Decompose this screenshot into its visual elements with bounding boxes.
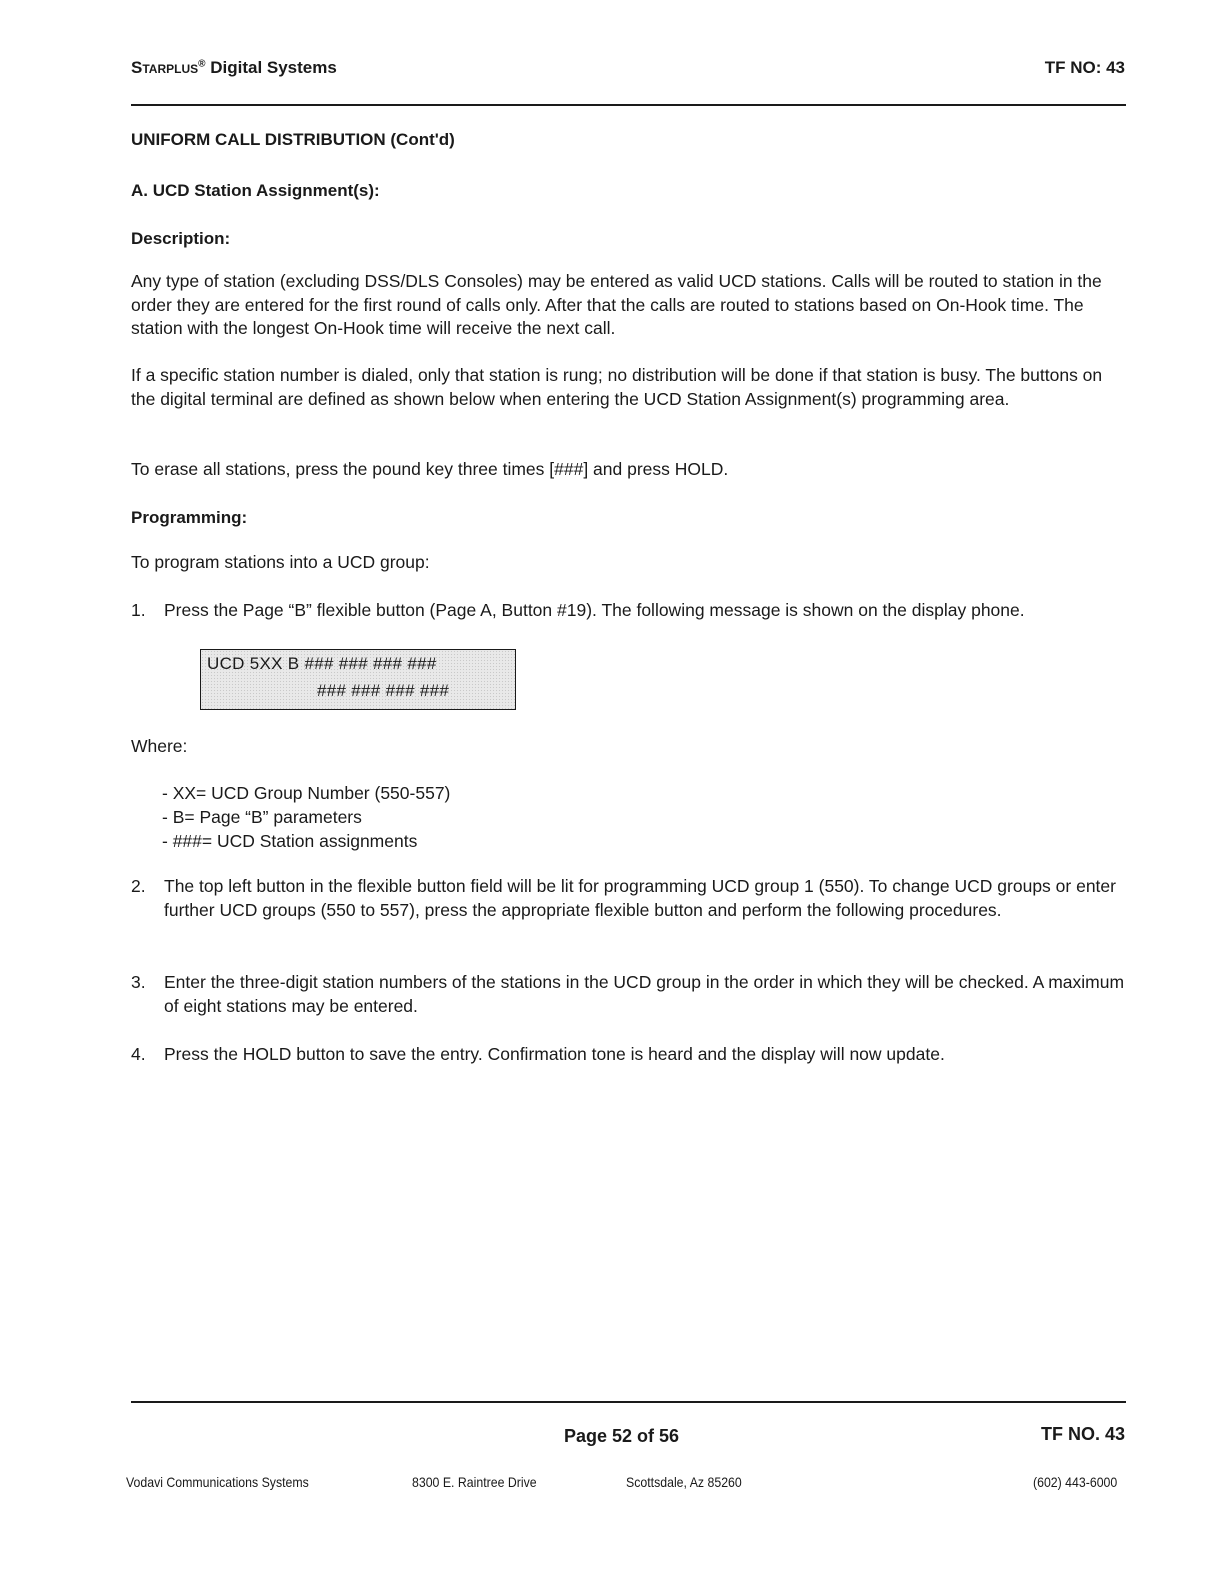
step-text: Press the Page “B” flexible button (Page A, Button #19). The following message is shown on the display phone. bbox=[164, 600, 1025, 620]
footer-tf-number: TF NO. 43 bbox=[1040, 1424, 1125, 1444]
step-4 bbox=[131, 1042, 1127, 1066]
step-text: Press the HOLD button to save the entry. Confirmation tone is heard and the display will now update. bbox=[164, 1044, 945, 1064]
subsection-title: A. UCD Station Assignment(s): bbox=[131, 181, 380, 200]
description-paragraph-3: To erase all stations, press the pound key three times [###] and press HOLD. bbox=[131, 459, 729, 479]
lcd-line-1: UCD 5XX B ### ### ### ### bbox=[207, 654, 437, 673]
footer-page-number: Page 52 of 56 bbox=[564, 1426, 680, 1446]
step-3 bbox=[131, 970, 1127, 1018]
header-brand-rest: Digital Systems bbox=[205, 58, 337, 77]
header-rule bbox=[131, 104, 1126, 106]
footer-company: Vodavi Communications Systems bbox=[126, 1474, 309, 1490]
programming-intro: To program stations into a UCD group: bbox=[131, 552, 430, 572]
footer-phone: (602) 443-6000 bbox=[1033, 1474, 1118, 1490]
description-paragraph-2: If a specific station number is dialed, only that station is rung; no distribution will be done if that station is busy. The buttons on the digital terminal are defined as shown below when entering the UCD Station Assignment(s) programming area. bbox=[131, 365, 1103, 409]
list-item: - XX= UCD Group Number (550-557) bbox=[162, 783, 451, 803]
description-heading: Description: bbox=[131, 229, 231, 248]
step-2 bbox=[131, 874, 1127, 922]
step-number: 1. bbox=[131, 600, 146, 620]
where-label: Where: bbox=[131, 736, 188, 756]
registered-mark: ® bbox=[198, 58, 206, 70]
step-number: 2. bbox=[131, 876, 146, 896]
list-item: - ###= UCD Station assignments bbox=[162, 831, 418, 851]
step-number: 4. bbox=[131, 1044, 146, 1064]
step-1 bbox=[131, 598, 1127, 622]
step-text: Enter the three-digit station numbers of the stations in the UCD group in the order in which they will be checked. A maximum of eight stations may be entered. bbox=[164, 972, 1125, 1016]
header-tf-number: TF NO: 43 bbox=[1044, 58, 1125, 77]
where-list bbox=[162, 781, 450, 853]
footer-street: 8300 E. Raintree Drive bbox=[412, 1474, 537, 1490]
section-title: UNIFORM CALL DISTRIBUTION (Cont'd) bbox=[131, 130, 455, 149]
step-text: The top left button in the flexible button field will be lit for programming UCD group 1 (550). To change UCD groups or enter further UCD groups (550 to 557), press the appropriate flexible button and perform the following procedures. bbox=[164, 876, 1116, 920]
header-brand bbox=[131, 58, 337, 78]
footer-rule bbox=[131, 1401, 1126, 1403]
step-number: 3. bbox=[131, 972, 146, 992]
description-paragraph-1: Any type of station (excluding DSS/DLS Consoles) may be entered as valid UCD stations. Calls will be routed to station in the order they are entered for the first round of calls only. After that the calls are routed to stations based on On-Hook time. The station with the longest On-Hook time will receive the next call. bbox=[131, 271, 1102, 338]
footer-city: Scottsdale, Az 85260 bbox=[626, 1474, 742, 1490]
list-item: - B= Page “B” parameters bbox=[162, 807, 362, 827]
programming-heading: Programming: bbox=[131, 508, 248, 527]
lcd-line-2: ### ### ### ### bbox=[317, 681, 450, 700]
header-brand-name: Starplus bbox=[131, 58, 199, 77]
lcd-display bbox=[200, 649, 516, 710]
